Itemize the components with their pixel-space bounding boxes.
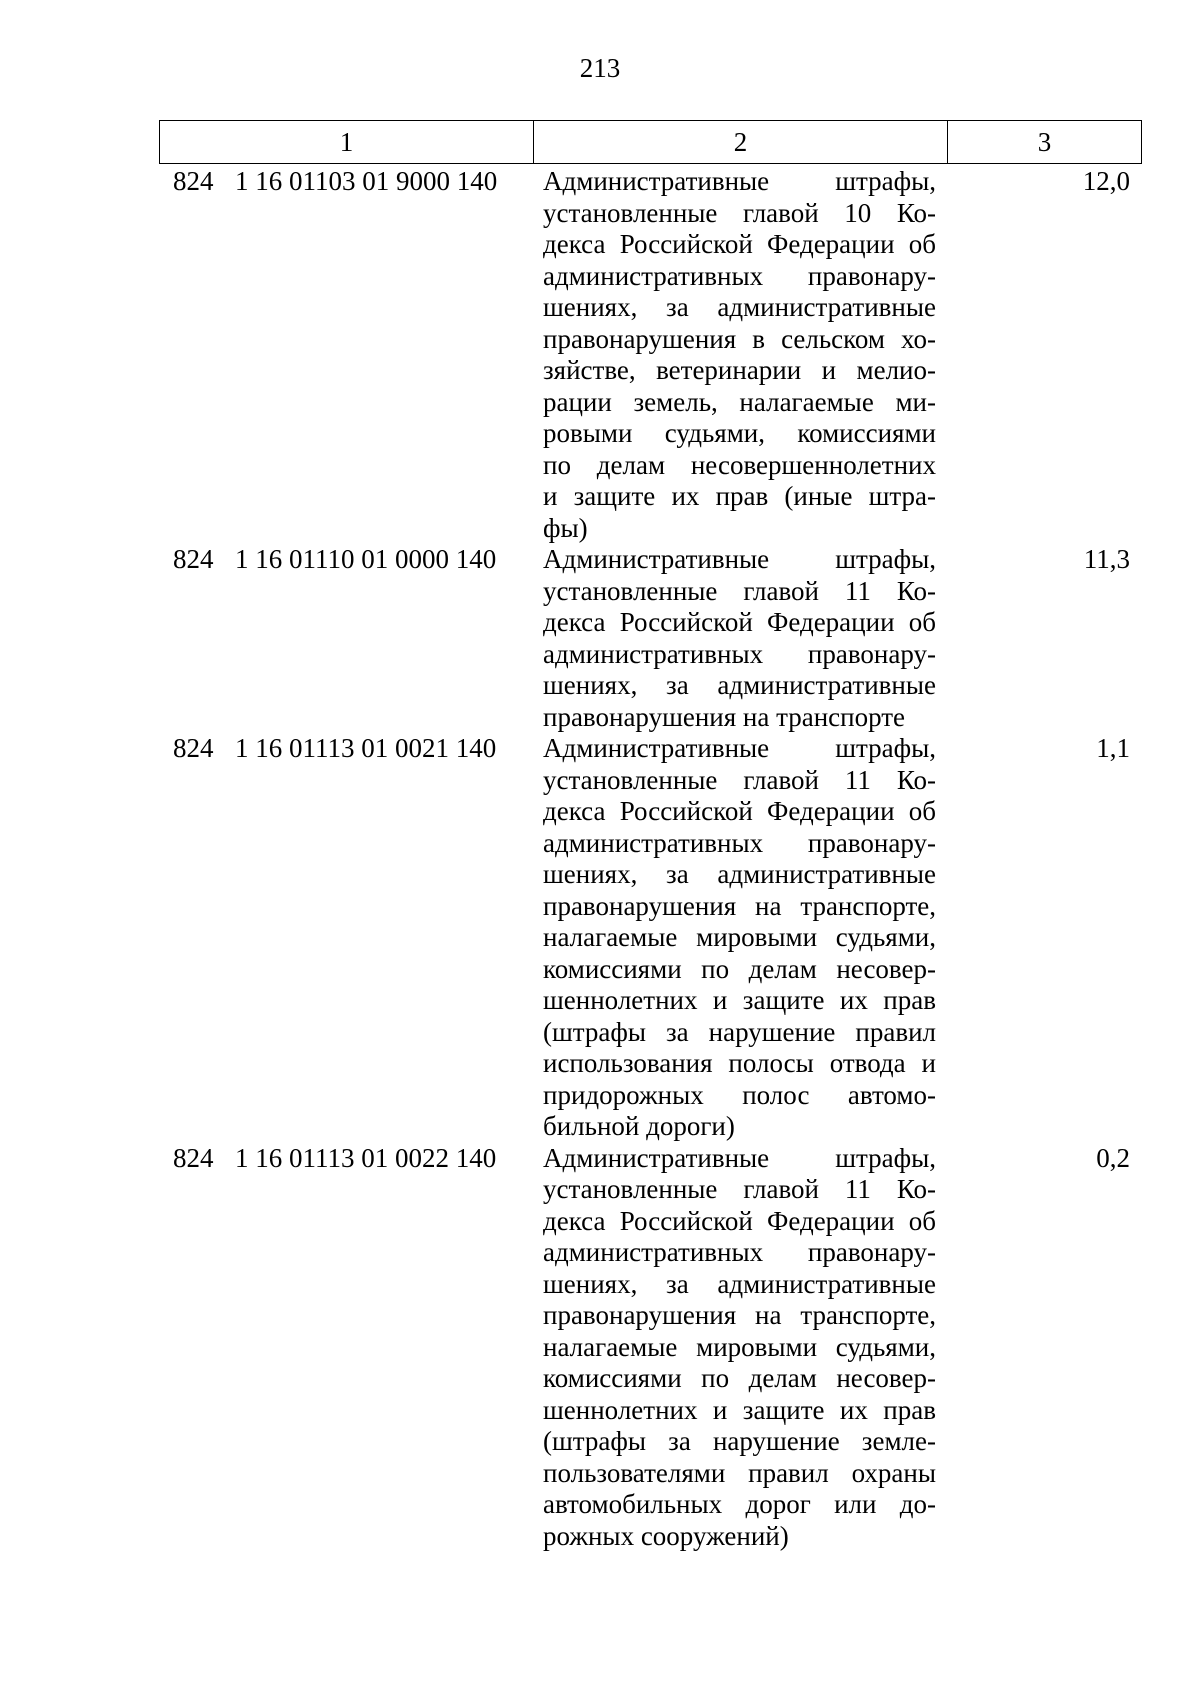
- description-line: шениях, за административные: [543, 859, 936, 889]
- description-line: Административные штрафы,: [543, 544, 936, 574]
- description-cell: [532, 733, 946, 1143]
- description-line: административных правонару-: [543, 827, 936, 858]
- description-line: налагаемые мировыми судьями,: [543, 1331, 936, 1362]
- description-line: использования полосы отвода и: [543, 1048, 936, 1078]
- budget-code-cell: 1 16 01103 01 9000 140: [235, 166, 498, 196]
- table-header-col-3: 3: [947, 121, 1141, 163]
- description-line: декса Российской Федерации об: [543, 229, 936, 259]
- budget-code-cell: 1 16 01110 01 0000 140: [235, 544, 497, 574]
- description-line: шениях, за административные: [543, 670, 936, 700]
- description-line: административных правонару-: [543, 260, 936, 291]
- amount-cell: 1,1: [1096, 733, 1130, 763]
- description-cell: [532, 1143, 946, 1553]
- description-line: (штрафы за нарушение земле-: [543, 1426, 936, 1456]
- table-body: [159, 166, 1142, 1552]
- description-line: административных правонару-: [543, 638, 936, 669]
- table-row: [159, 733, 1142, 1143]
- description-line: установленные главой 11 Ко-: [543, 575, 936, 606]
- description-cell: [532, 166, 946, 544]
- admin-code-cell: 824: [173, 1142, 214, 1173]
- description-line: правонарушения на транспорте,: [543, 1300, 936, 1330]
- table-header: [159, 120, 1142, 164]
- description-line: рожных сооружений): [543, 1520, 789, 1551]
- table-header-col-1: 1: [339, 127, 354, 157]
- budget-code-cell: 1 16 01113 01 0022 140: [235, 1142, 497, 1173]
- page-number: 213: [579, 53, 621, 83]
- description-line: рации земель, налагаемые ми-: [543, 386, 936, 417]
- description-line: зяйстве, ветеринарии и мелио-: [543, 355, 936, 385]
- description-cell: [532, 544, 946, 733]
- description-line: правонарушения на транспорте,: [543, 890, 936, 921]
- description-line: фы): [543, 512, 588, 543]
- description-line: установленные главой 11 Ко-: [543, 1174, 936, 1204]
- description-line: шеннолетних и защите их прав: [543, 1394, 936, 1425]
- description-line: пользователями правил охраны: [543, 1457, 936, 1488]
- description-line: по делам несовершеннолетних: [543, 449, 936, 480]
- admin-code-cell: 824: [173, 166, 214, 196]
- table-header-col-2: 2: [533, 121, 947, 163]
- description-line: (штрафы за нарушение правил: [543, 1016, 936, 1047]
- table-row: [159, 544, 1142, 733]
- description-line: и защите их прав (иные штра-: [543, 481, 936, 511]
- description-line: придорожных полос автомо-: [543, 1079, 936, 1110]
- admin-code-cell: 824: [173, 544, 214, 574]
- description-line: Административные штрафы,: [543, 733, 936, 763]
- description-line: комиссиями по делам несовер-: [543, 1363, 936, 1393]
- description-line: декса Российской Федерации об: [543, 796, 936, 826]
- description-line: шениях, за административные: [543, 1268, 936, 1299]
- description-line: Административные штрафы,: [543, 166, 936, 196]
- amount-cell: 0,2: [1096, 1142, 1130, 1173]
- description-line: Административные штрафы,: [543, 1142, 936, 1173]
- amount-cell: 12,0: [1082, 166, 1130, 196]
- description-line: ровыми судьями, комиссиями: [543, 418, 936, 448]
- description-line: комиссиями по делам несовер-: [543, 953, 936, 984]
- description-line: автомобильных дорог или до-: [543, 1489, 936, 1519]
- description-line: правонарушения на транспорте: [543, 701, 906, 732]
- description-line: налагаемые мировыми судьями,: [543, 922, 936, 952]
- table-row: [159, 1143, 1142, 1553]
- description-line: установленные главой 10 Ко-: [543, 197, 936, 228]
- budget-code-cell: 1 16 01113 01 0021 140: [235, 733, 497, 763]
- description-line: декса Российской Федерации об: [543, 607, 936, 637]
- description-line: административных правонару-: [543, 1237, 936, 1267]
- description-line: правонарушения в сельском хо-: [543, 323, 936, 354]
- description-line: шеннолетних и защите их прав: [543, 985, 936, 1015]
- description-line: бильной дороги): [543, 1111, 735, 1141]
- description-line: установленные главой 11 Ко-: [543, 764, 936, 795]
- admin-code-cell: 824: [173, 733, 214, 763]
- table-row: [159, 166, 1142, 544]
- description-line: шениях, за административные: [543, 292, 936, 322]
- amount-cell: 11,3: [1083, 544, 1130, 574]
- description-line: декса Российской Федерации об: [543, 1205, 936, 1236]
